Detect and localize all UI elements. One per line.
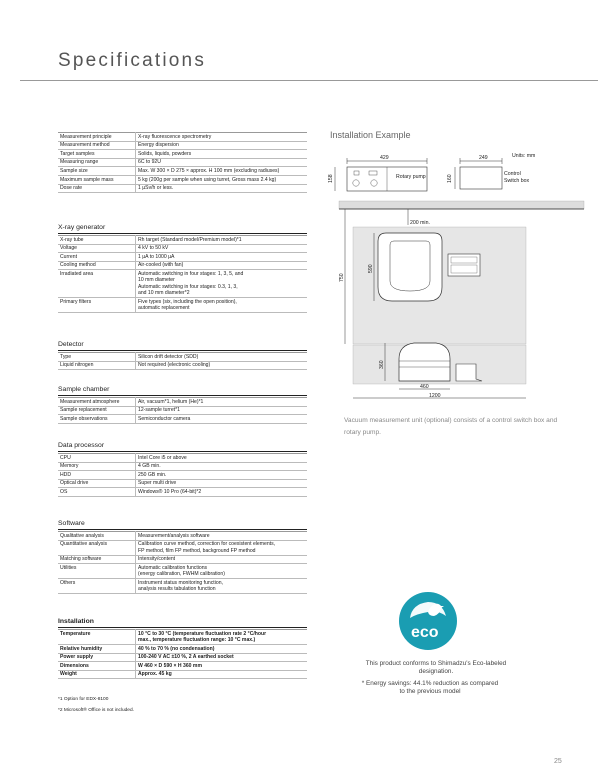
spec-key: Qualitative analysis	[58, 532, 136, 541]
spec-row	[58, 270, 307, 298]
spec-row	[58, 662, 307, 671]
spec-value: 12-sample turret*1	[136, 406, 308, 415]
spec-row	[58, 540, 307, 555]
spec-key: Liquid nitrogen	[58, 361, 136, 370]
spec-row	[58, 133, 307, 142]
spec-row	[58, 462, 307, 471]
spec-value: Calibration curve method, correction for coexistent elements, FP method, film FP method, background FP method	[136, 540, 308, 555]
spec-value: X-ray fluorescence spectrometry	[136, 133, 308, 142]
section-rule	[58, 395, 307, 396]
spec-row	[58, 361, 307, 370]
section-rule	[58, 350, 307, 351]
spec-key: HDD	[58, 471, 136, 480]
spec-value: 4 GB min.	[136, 462, 308, 471]
spec-row	[58, 353, 307, 362]
dim-depth-unit: 590	[368, 264, 374, 273]
spec-key: Dimensions	[58, 662, 136, 671]
dim-pump-width: 429	[380, 155, 389, 161]
spec-table-chamber	[58, 397, 307, 424]
spec-row	[58, 630, 307, 645]
spec-row	[58, 532, 307, 541]
installation-example-title: Installation Example	[330, 130, 411, 140]
installation-caption: Vacuum measurement unit (optional) consists of a control switch box and rotary pump.	[344, 417, 558, 436]
spec-value: Semiconductor camera	[136, 415, 308, 424]
spec-value: Silicon drift detector (SDD)	[136, 353, 308, 362]
spec-value: Approx. 45 kg	[136, 670, 308, 679]
spec-key: Power supply	[58, 653, 136, 662]
installation-diagram	[320, 145, 592, 407]
spec-row	[58, 150, 307, 159]
spec-row	[58, 175, 307, 184]
spec-key: CPU	[58, 454, 136, 463]
spec-key: Irradiated area	[58, 270, 136, 298]
spec-key: Measurement principle	[58, 133, 136, 142]
spec-key: Dose rate	[58, 184, 136, 193]
spec-value: 5 kg (200g per sample when using turret, Gross mass 2.4 kg)	[136, 175, 308, 184]
spec-key: Weight	[58, 670, 136, 679]
spec-row	[58, 488, 307, 497]
spec-row	[58, 158, 307, 167]
page-number: 25	[554, 758, 562, 765]
spec-key: Memory	[58, 462, 136, 471]
spec-table-detector	[58, 352, 307, 370]
spec-row	[58, 141, 307, 150]
spec-key: Measurement atmosphere	[58, 398, 136, 407]
spec-value: Windows® 10 Pro (64-bit)*2	[136, 488, 308, 497]
spec-row	[58, 415, 307, 424]
spec-row	[58, 167, 307, 176]
spec-value: 1 µA to 1000 µA	[136, 253, 308, 262]
spec-row	[58, 244, 307, 253]
instrument-side-view	[399, 343, 450, 381]
footnote-2: *2 Microsoft® Office is not included.	[58, 708, 134, 713]
eco-statement: This product conforms to Shimadzu's Eco-labeled designation.	[365, 660, 507, 675]
dim-control-width: 249	[479, 155, 488, 161]
section-rule	[58, 627, 307, 628]
dim-height: 360	[379, 360, 385, 369]
spec-value: 6C to 92U	[136, 158, 308, 167]
spec-value: Air-cooled (with fan)	[136, 261, 308, 270]
spec-value: W 460 × D 590 × H 360 mm	[136, 662, 308, 671]
spec-table-general	[58, 132, 307, 193]
spec-value: Measurement/analysis software	[136, 532, 308, 541]
spec-key: Sample observations	[58, 415, 136, 424]
eco-logo-text: eco	[411, 624, 439, 641]
spec-key: Quantitative analysis	[58, 540, 136, 555]
dim-clearance: 200 min.	[410, 220, 430, 226]
spec-table-xray	[58, 235, 307, 313]
spec-key: Current	[58, 253, 136, 262]
spec-row	[58, 406, 307, 415]
spec-row	[58, 653, 307, 662]
dim-depth-total: 750	[339, 273, 345, 282]
spec-value: Intensity/content	[136, 555, 308, 564]
spec-row	[58, 261, 307, 270]
spec-value: Intel Core i5 or above	[136, 454, 308, 463]
spec-row	[58, 236, 307, 245]
section-title-processor: Data processor	[58, 442, 105, 449]
spec-key: Type	[58, 353, 136, 362]
spec-value: Automatic calibration functions (energy calibration, FWHM calibration)	[136, 564, 308, 579]
control-switch-box	[460, 167, 502, 189]
dim-pump-height: 158	[328, 174, 334, 183]
spec-key: Measuring range	[58, 158, 136, 167]
spec-row	[58, 579, 307, 594]
spec-key: Measurement method	[58, 141, 136, 150]
header-rule	[20, 80, 598, 81]
page-title: Specifications	[58, 50, 207, 71]
spec-value: 250 GB min.	[136, 471, 308, 480]
section-title-xray: X-ray generator	[58, 224, 106, 231]
spec-value: Instrument status monitoring function, analysis results tabulation function	[136, 579, 308, 594]
spec-value: 40 % to 70 % (no condensation)	[136, 645, 308, 654]
rotary-pump-label: Rotary pump	[396, 174, 426, 180]
spec-row	[58, 454, 307, 463]
spec-value: 4 kV to 50 kV	[136, 244, 308, 253]
section-rule	[58, 451, 307, 452]
spec-row	[58, 298, 307, 313]
spec-key: Relative humidity	[58, 645, 136, 654]
dim-width-unit: 460	[420, 384, 429, 390]
spec-table-software	[58, 531, 307, 594]
spec-row	[58, 184, 307, 193]
spec-row	[58, 253, 307, 262]
section-title-detector: Detector	[58, 341, 84, 348]
control-label-2: Switch box	[504, 178, 530, 184]
spec-key: Target samples	[58, 150, 136, 159]
spec-value: Super multi drive	[136, 479, 308, 488]
section-rule	[58, 529, 307, 530]
dim-width-total: 1200	[429, 393, 441, 399]
spec-value: Not required (electronic cooling)	[136, 361, 308, 370]
section-rule	[58, 233, 307, 234]
spec-row	[58, 555, 307, 564]
spec-key: Utilities	[58, 564, 136, 579]
spec-key: X-ray tube	[58, 236, 136, 245]
spec-value: Five types (six, including the open position), automatic replacement	[136, 298, 308, 313]
spec-key: Temperature	[58, 630, 136, 645]
spec-value: 10 °C to 30 °C (temperature fluctuation rate 2 °C/hour max., temperature fluctuation range: 10 °C max.)	[136, 630, 308, 645]
eco-energy-savings: * Energy savings: 44.1% reduction as compared to the previous model	[361, 680, 499, 695]
spec-row	[58, 398, 307, 407]
spec-key: Maximum sample mass	[58, 175, 136, 184]
spec-value: Max. W 300 × D 275 × approx. H 100 mm (excluding radiuses)	[136, 167, 308, 176]
footnote-1: *1 Option for EDX-8100	[58, 697, 109, 702]
spec-value: 100-240 V AC ±10 %, 2 A earthed socket	[136, 653, 308, 662]
spec-key: Cooling method	[58, 261, 136, 270]
spec-row	[58, 479, 307, 488]
spec-key: OS	[58, 488, 136, 497]
spec-key: Matching software	[58, 555, 136, 564]
units-label: Units: mm	[512, 153, 536, 159]
control-label-1: Control	[504, 171, 521, 177]
eco-logo	[398, 590, 458, 652]
spec-value: Solids, liquids, powders	[136, 150, 308, 159]
wall-hatch	[339, 201, 584, 209]
spec-value: Air, vacuum*1, helium (He)*1	[136, 398, 308, 407]
spec-row	[58, 670, 307, 679]
spec-row	[58, 564, 307, 579]
spec-row	[58, 471, 307, 480]
spec-table-processor	[58, 453, 307, 497]
spec-value: Energy dispersion	[136, 141, 308, 150]
spec-key: Sample size	[58, 167, 136, 176]
spec-value: Automatic switching in four stages: 1, 3, 5, and 10 mm diameter Automatic switching in four stages: 0.3, 1, 3, and 10 mm diameter*2	[136, 270, 308, 298]
spec-key: Voltage	[58, 244, 136, 253]
spec-key: Primary filters	[58, 298, 136, 313]
spec-value: 1 µSv/h or less.	[136, 184, 308, 193]
spec-key: Others	[58, 579, 136, 594]
spec-row	[58, 645, 307, 654]
spec-key: Optical drive	[58, 479, 136, 488]
spec-table-installation	[58, 629, 307, 679]
spec-value: Rh target (Standard model/Premium model)*1	[136, 236, 308, 245]
section-title-chamber: Sample chamber	[58, 386, 110, 393]
section-title-software: Software	[58, 520, 85, 527]
dim-control-height: 160	[447, 174, 453, 183]
spec-key: Sample replacement	[58, 406, 136, 415]
section-title-installation: Installation	[58, 618, 94, 625]
